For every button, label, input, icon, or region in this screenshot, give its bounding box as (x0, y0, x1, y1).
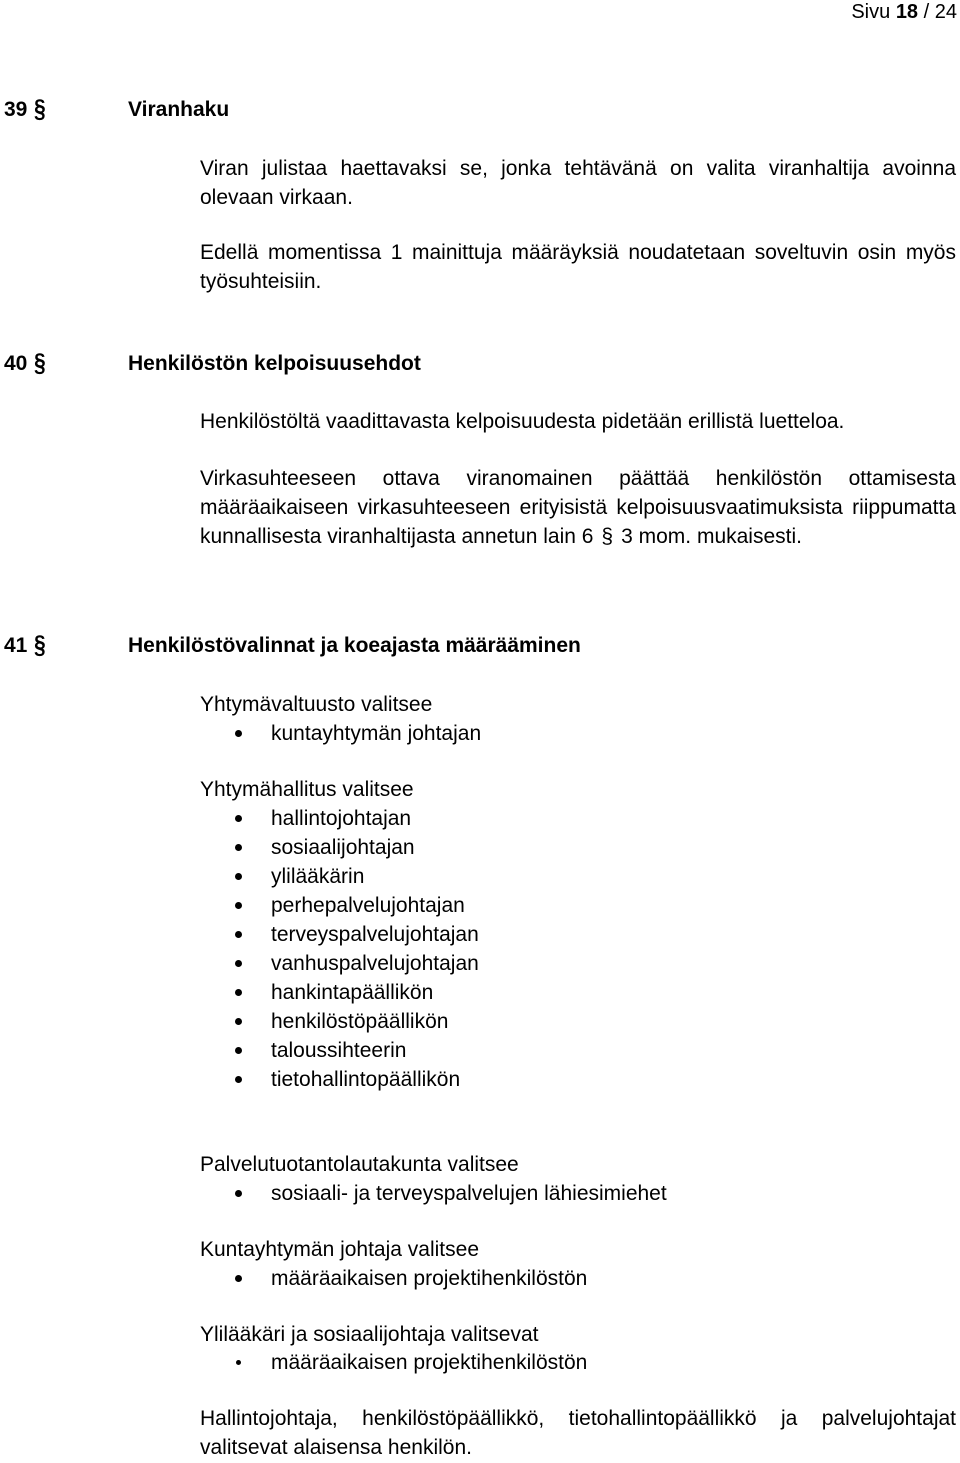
list-item: henkilöstöpäällikön (235, 1007, 479, 1036)
section-41-heading (4, 631, 581, 660)
list-item: hallintojohtajan (235, 804, 479, 833)
s40-paragraph-2-part-b: 3 mom. mukaisesti. (621, 525, 802, 548)
s40-paragraph-2-part-a: Virkasuhteeseen ottava viranomainen päättää henkilöstön ottamisesta määräaikaiseen virkasuhteeseen erityisistä kelpoisuusvaatimuksista riippumatta kunnallisesta viranhaltijasta annetun lain 6 (200, 467, 956, 548)
list-item: vanhuspalvelujohtajan (235, 949, 479, 978)
section-40-heading (4, 349, 421, 378)
section-number: 40 (4, 352, 28, 375)
group-5-heading: Ylilääkäri ja sosiaalijohtaja valitsevat (200, 1323, 539, 1346)
paragraph-symbol: § (34, 631, 46, 660)
page-prefix: Sivu (851, 1, 891, 23)
s41-closing-paragraph: Hallintojohtaja, henkilöstöpäällikkö, tietohallintopäällikkö ja palvelujohtajat valitsevat alaisensa henkilön. (200, 1407, 956, 1459)
list-item: tietohallintopäällikön (235, 1065, 479, 1094)
group-3-list (235, 1179, 667, 1208)
page-total: 24 (934, 1, 957, 23)
list-item: terveyspalvelujohtajan (235, 920, 479, 949)
section-title: Henkilöstövalinnat ja koeajasta määrääminen (128, 634, 581, 657)
section-number: 39 (4, 98, 28, 121)
s39-paragraph-1: Viran julistaa haettavaksi se, jonka tehtävänä on valita viranhaltija avoinna olevaan virkaan. (200, 157, 956, 209)
list-item: ylilääkärin (235, 862, 479, 891)
section-title: Henkilöstön kelpoisuusehdot (128, 352, 421, 375)
s40-paragraph-2 (200, 464, 956, 551)
paragraph-symbol: § (601, 525, 614, 548)
group-5-list (235, 1348, 587, 1377)
list-item: määräaikaisen projektihenkilöstön (235, 1348, 587, 1377)
section-39-heading (4, 95, 230, 124)
group-2-heading: Yhtymähallitus valitsee (200, 778, 414, 801)
group-4-heading: Kuntayhtymän johtaja valitsee (200, 1238, 479, 1261)
list-item: sosiaalijohtajan (235, 833, 479, 862)
list-item: määräaikaisen projektihenkilöstön (235, 1264, 587, 1293)
group-1-list (235, 719, 481, 748)
group-4-list (235, 1264, 587, 1293)
list-item: taloussihteerin (235, 1036, 479, 1065)
paragraph-symbol: § (34, 95, 46, 124)
page-number (851, 1, 957, 24)
s40-paragraph-1: Henkilöstöltä vaadittavasta kelpoisuudesta pidetään erillistä luetteloa. (200, 410, 845, 433)
group-2-list (235, 804, 479, 1094)
page-current: 18 (895, 1, 919, 23)
section-title: Viranhaku (128, 98, 230, 121)
paragraph-symbol: § (34, 349, 46, 378)
page-separator: / (923, 1, 930, 23)
list-item: kuntayhtymän johtajan (235, 719, 481, 748)
group-1-heading: Yhtymävaltuusto valitsee (200, 693, 433, 716)
list-item: hankintapäällikön (235, 978, 479, 1007)
section-number: 41 (4, 634, 28, 657)
list-item: perhepalvelujohtajan (235, 891, 479, 920)
group-3-heading: Palvelutuotantolautakunta valitsee (200, 1153, 519, 1176)
s39-paragraph-2: Edellä momentissa 1 mainittuja määräyksiä noudatetaan soveltuvin osin myös työsuhteisiin. (200, 241, 956, 293)
list-item: sosiaali- ja terveyspalvelujen lähiesimiehet (235, 1179, 667, 1208)
